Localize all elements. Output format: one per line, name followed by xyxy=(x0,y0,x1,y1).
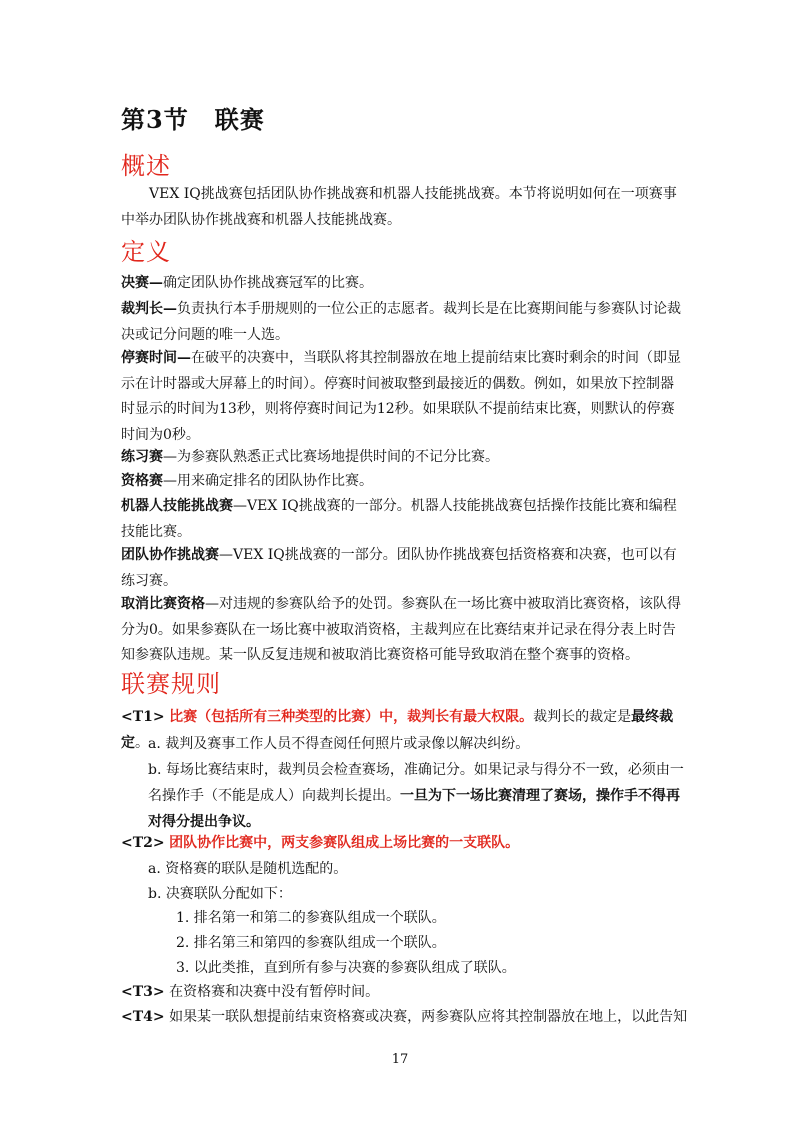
definition-term: 停赛时间— xyxy=(121,350,191,366)
rule-bold: 最终裁定 xyxy=(121,709,674,751)
rule-text: 在资格赛和决赛中没有暂停时间。 xyxy=(169,984,380,1000)
definition-item xyxy=(121,271,685,297)
rule-t3 xyxy=(121,980,685,1006)
section-title xyxy=(121,100,265,135)
definition-text: —VEX IQ挑战赛的一部分。机器人技能挑战赛包括操作技能比赛和编程技能比赛。 xyxy=(121,498,677,540)
definition-term: 团队协作挑战赛 xyxy=(121,547,219,563)
definition-item xyxy=(121,494,685,545)
rule-highlight: 比赛（包括所有三种类型的比赛）中，裁判长有最大权限。 xyxy=(169,709,534,725)
definition-text: —VEX IQ挑战赛的一部分。团队协作挑战赛包括资格赛和决赛，也可以有练习赛。 xyxy=(121,547,677,589)
definition-item xyxy=(121,543,685,594)
overview-paragraph: VEX IQ挑战赛包括团队协作挑战赛和机器人技能挑战赛。本节将说明如何在一项赛事中举办团队协作挑战赛和机器人技能挑战赛。 xyxy=(121,186,677,228)
rule-text: 如果某一联队想提前结束资格赛或决赛，两参赛队应将其控制器放在地上，以此告知 xyxy=(169,1009,688,1025)
list-item: 1. 排名第一和第二的参赛队组成一个联队。 xyxy=(176,910,446,926)
list-item: 2. 排名第三和第四的参赛队组成一个联队。 xyxy=(176,935,446,951)
definition-term: 取消比赛资格 xyxy=(121,596,205,612)
rule-t1-b xyxy=(148,757,685,835)
definition-text: —为参赛队熟悉正式比赛场地提供时间的不记分比赛。 xyxy=(163,449,499,465)
rule-t2 xyxy=(121,831,685,857)
page-number: 17 xyxy=(391,1052,409,1067)
definition-text: 负责执行本手册规则的一位公正的志愿者。裁判长是在比赛期间能与参赛队讨论裁决或记分问题的唯一人选。 xyxy=(121,301,681,343)
section-number: 第3节 xyxy=(121,105,189,134)
rule-highlight: 团队协作比赛中，两支参赛队组成上场比赛的一支联队。 xyxy=(169,835,520,851)
definition-term: 机器人技能挑战赛 xyxy=(121,498,233,514)
rules-heading: 联赛规则 xyxy=(121,670,221,698)
definition-item xyxy=(121,469,685,495)
rule-bold: 一旦为下一场比赛清理了赛场，操作手不得再对得分提出争议。 xyxy=(148,788,680,830)
definition-text: —对违规的参赛队给予的处罚。参赛队在一场比赛中被取消比赛资格，该队得分为0。如果参赛队在一场比赛中被取消资格，主裁判应在比赛结束并记录在得分表上时告知参赛队违规。某一队反复违规和被取消比赛资格可能导致取消在整个赛事的资格。 xyxy=(121,596,681,663)
definition-term: 决赛— xyxy=(121,275,163,291)
definition-term: 练习赛 xyxy=(121,449,163,465)
rule-tag: <T1> xyxy=(121,709,165,725)
definitions-heading: 定义 xyxy=(121,238,171,266)
definition-item xyxy=(121,592,685,669)
rule-t1-a: a. 裁判及赛事工作人员不得查阅任何照片或录像以解决纠纷。 xyxy=(148,736,530,752)
rule-t2-b: b. 决赛联队分配如下： xyxy=(148,886,292,902)
definition-item xyxy=(121,297,685,348)
section-name: 联赛 xyxy=(214,105,265,134)
rule-end: 。 xyxy=(135,734,149,751)
overview-heading: 概述 xyxy=(121,152,171,180)
definition-item xyxy=(121,445,685,471)
rule-t2-a: a. 资格赛的联队是随机选配的。 xyxy=(148,861,348,877)
definition-term: 资格赛 xyxy=(121,473,163,489)
rule-tag: <T4> xyxy=(121,1009,165,1025)
definition-text: 确定团队协作挑战赛冠军的比赛。 xyxy=(163,275,373,291)
definition-term: 裁判长— xyxy=(121,301,177,317)
list-item: 3. 以此类推，直到所有参与决赛的参赛队组成了联队。 xyxy=(176,960,516,976)
rule-text: b. 每场比赛结束时，裁判员会检查赛场，准确记分。如果记录与得分不一致，必须由一名操作手（不能是成人）向裁判长提出。 xyxy=(148,762,684,804)
definition-item xyxy=(121,346,685,448)
rule-text: 裁判长的裁定是 xyxy=(533,709,632,725)
definition-text: —用来确定排名的团队协作比赛。 xyxy=(163,473,373,489)
rule-t4 xyxy=(121,1005,688,1031)
definition-text: 在破平的决赛中，当联队将其控制器放在地上提前结束比赛时剩余的时间（即显示在计时器或大屏幕上的时间）。停赛时间被取整到最接近的偶数。例如，如果放下控制器时显示的时间为13秒，则将停赛时间记为12秒。如果联队不提前结束比赛，则默认的停赛时间为0秒。 xyxy=(121,350,681,443)
rule-tag: <T2> xyxy=(121,835,165,851)
rule-tag: <T3> xyxy=(121,984,165,1000)
